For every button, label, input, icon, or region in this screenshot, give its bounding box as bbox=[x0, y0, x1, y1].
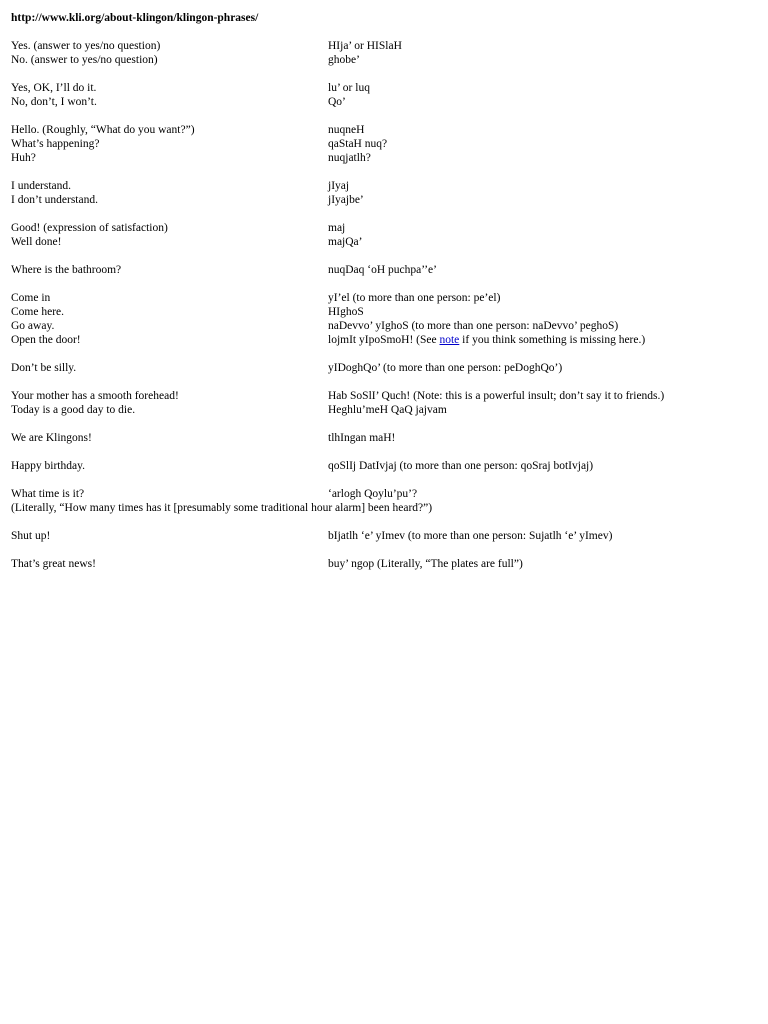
phrase-row bbox=[0, 361, 768, 375]
klingon-phrase-start: lojmIt yIpoSmoH! (See bbox=[328, 334, 440, 346]
english-phrase: Open the door! bbox=[11, 334, 81, 346]
klingon-phrase: Heghlu’meH QaQ jajvam bbox=[328, 404, 447, 416]
klingon-phrase: buy’ ngop (Literally, “The plates are full”) bbox=[328, 558, 523, 570]
english-phrase: Come in bbox=[11, 292, 51, 304]
klingon-phrase: ‘arlogh Qoylu’pu’? bbox=[328, 488, 418, 500]
phrase-row bbox=[0, 459, 768, 473]
phrase-row bbox=[0, 529, 768, 543]
klingon-phrase: bIjatlh ‘e’ yImev (to more than one person: Sujatlh ‘e’ yImev) bbox=[328, 530, 613, 542]
klingon-phrase: Hab SoSlI’ Quch! (Note: this is a powerful insult; don’t say it to friends.) bbox=[328, 390, 665, 402]
english-phrase: Happy birthday. bbox=[11, 460, 85, 472]
english-phrase: What time is it? bbox=[11, 488, 85, 500]
english-phrase: Yes, OK, I’ll do it. bbox=[11, 82, 97, 94]
klingon-phrase: lu’ or luq bbox=[328, 82, 370, 94]
phrase-row bbox=[0, 95, 768, 109]
english-phrase: Don’t be silly. bbox=[11, 362, 77, 374]
note-link[interactable]: note bbox=[439, 334, 460, 346]
phrase-row bbox=[0, 557, 768, 571]
phrase-row bbox=[0, 81, 768, 95]
klingon-phrase: nuqneH bbox=[328, 124, 365, 136]
english-phrase: Your mother has a smooth forehead! bbox=[11, 390, 179, 402]
literal-translation-note: (Literally, “How many times has it [presumably some traditional hour alarm] been heard?”) bbox=[11, 502, 433, 514]
klingon-phrase: tlhIngan maH! bbox=[328, 432, 396, 444]
english-phrase: Yes. (answer to yes/no question) bbox=[11, 40, 161, 52]
english-phrase: No. (answer to yes/no question) bbox=[11, 54, 158, 66]
phrase-row bbox=[0, 221, 768, 235]
page-url: http://www.kli.org/about-klingon/klingon-phrases/ bbox=[11, 12, 259, 24]
klingon-phrase: nuqjatlh? bbox=[328, 152, 371, 164]
phrase-row bbox=[0, 123, 768, 137]
phrase-row bbox=[0, 319, 768, 333]
phrase-row bbox=[0, 193, 768, 207]
klingon-phrase: yI’el (to more than one person: pe’el) bbox=[328, 292, 501, 304]
klingon-phrase: naDevvo’ yIghoS (to more than one person: naDevvo’ peghoS) bbox=[328, 320, 619, 332]
english-phrase: Good! (expression of satisfaction) bbox=[11, 222, 168, 234]
klingon-phrase-end: if you think something is missing here.) bbox=[459, 334, 646, 346]
klingon-phrase: maj bbox=[328, 222, 346, 234]
phrase-row bbox=[0, 235, 768, 249]
phrase-row bbox=[0, 333, 768, 347]
phrase-row bbox=[0, 39, 768, 53]
klingon-phrase: Qo’ bbox=[328, 96, 346, 108]
klingon-phrase: yIDoghQo’ (to more than one person: peDoghQo’) bbox=[328, 362, 563, 374]
phrase-row bbox=[0, 263, 768, 277]
phrase-row bbox=[0, 305, 768, 319]
english-phrase: Come here. bbox=[11, 306, 65, 318]
phrase-row bbox=[0, 151, 768, 165]
english-phrase: Huh? bbox=[11, 152, 36, 164]
klingon-phrase: ghobe’ bbox=[328, 54, 360, 66]
english-phrase: I don’t understand. bbox=[11, 194, 98, 206]
klingon-phrase: HIja’ or HISlaH bbox=[328, 40, 402, 52]
phrase-row bbox=[0, 487, 768, 501]
english-phrase: Where is the bathroom? bbox=[11, 264, 122, 276]
phrase-row bbox=[0, 53, 768, 67]
klingon-phrase: jIyajbe’ bbox=[328, 194, 364, 206]
phrase-row bbox=[0, 179, 768, 193]
english-phrase: We are Klingons! bbox=[11, 432, 92, 444]
english-phrase: I understand. bbox=[11, 180, 72, 192]
phrase-row bbox=[0, 431, 768, 445]
phrase-row bbox=[0, 291, 768, 305]
klingon-phrase: HIghoS bbox=[328, 306, 364, 318]
english-phrase: What’s happening? bbox=[11, 138, 100, 150]
klingon-phrase: qoSlIj DatIvjaj (to more than one person: qoSraj botIvjaj) bbox=[328, 460, 594, 472]
english-phrase: That’s great news! bbox=[11, 558, 96, 570]
klingon-phrase: qaStaH nuq? bbox=[328, 138, 388, 150]
english-phrase: Go away. bbox=[11, 320, 55, 332]
klingon-phrase: majQa’ bbox=[328, 236, 363, 248]
english-phrase: No, don’t, I won’t. bbox=[11, 96, 97, 108]
phrase-note-row bbox=[0, 501, 768, 515]
english-phrase: Hello. (Roughly, “What do you want?”) bbox=[11, 124, 195, 136]
english-phrase: Well done! bbox=[11, 236, 62, 248]
phrase-row bbox=[0, 403, 768, 417]
phrase-row bbox=[0, 389, 768, 403]
english-phrase: Today is a good day to die. bbox=[11, 404, 136, 416]
klingon-phrase: nuqDaq ‘oH puchpa’’e’ bbox=[328, 264, 437, 276]
klingon-phrase: jIyaj bbox=[328, 180, 350, 192]
english-phrase: Shut up! bbox=[11, 530, 51, 542]
klingon-phrase bbox=[328, 333, 645, 347]
phrase-row bbox=[0, 137, 768, 151]
